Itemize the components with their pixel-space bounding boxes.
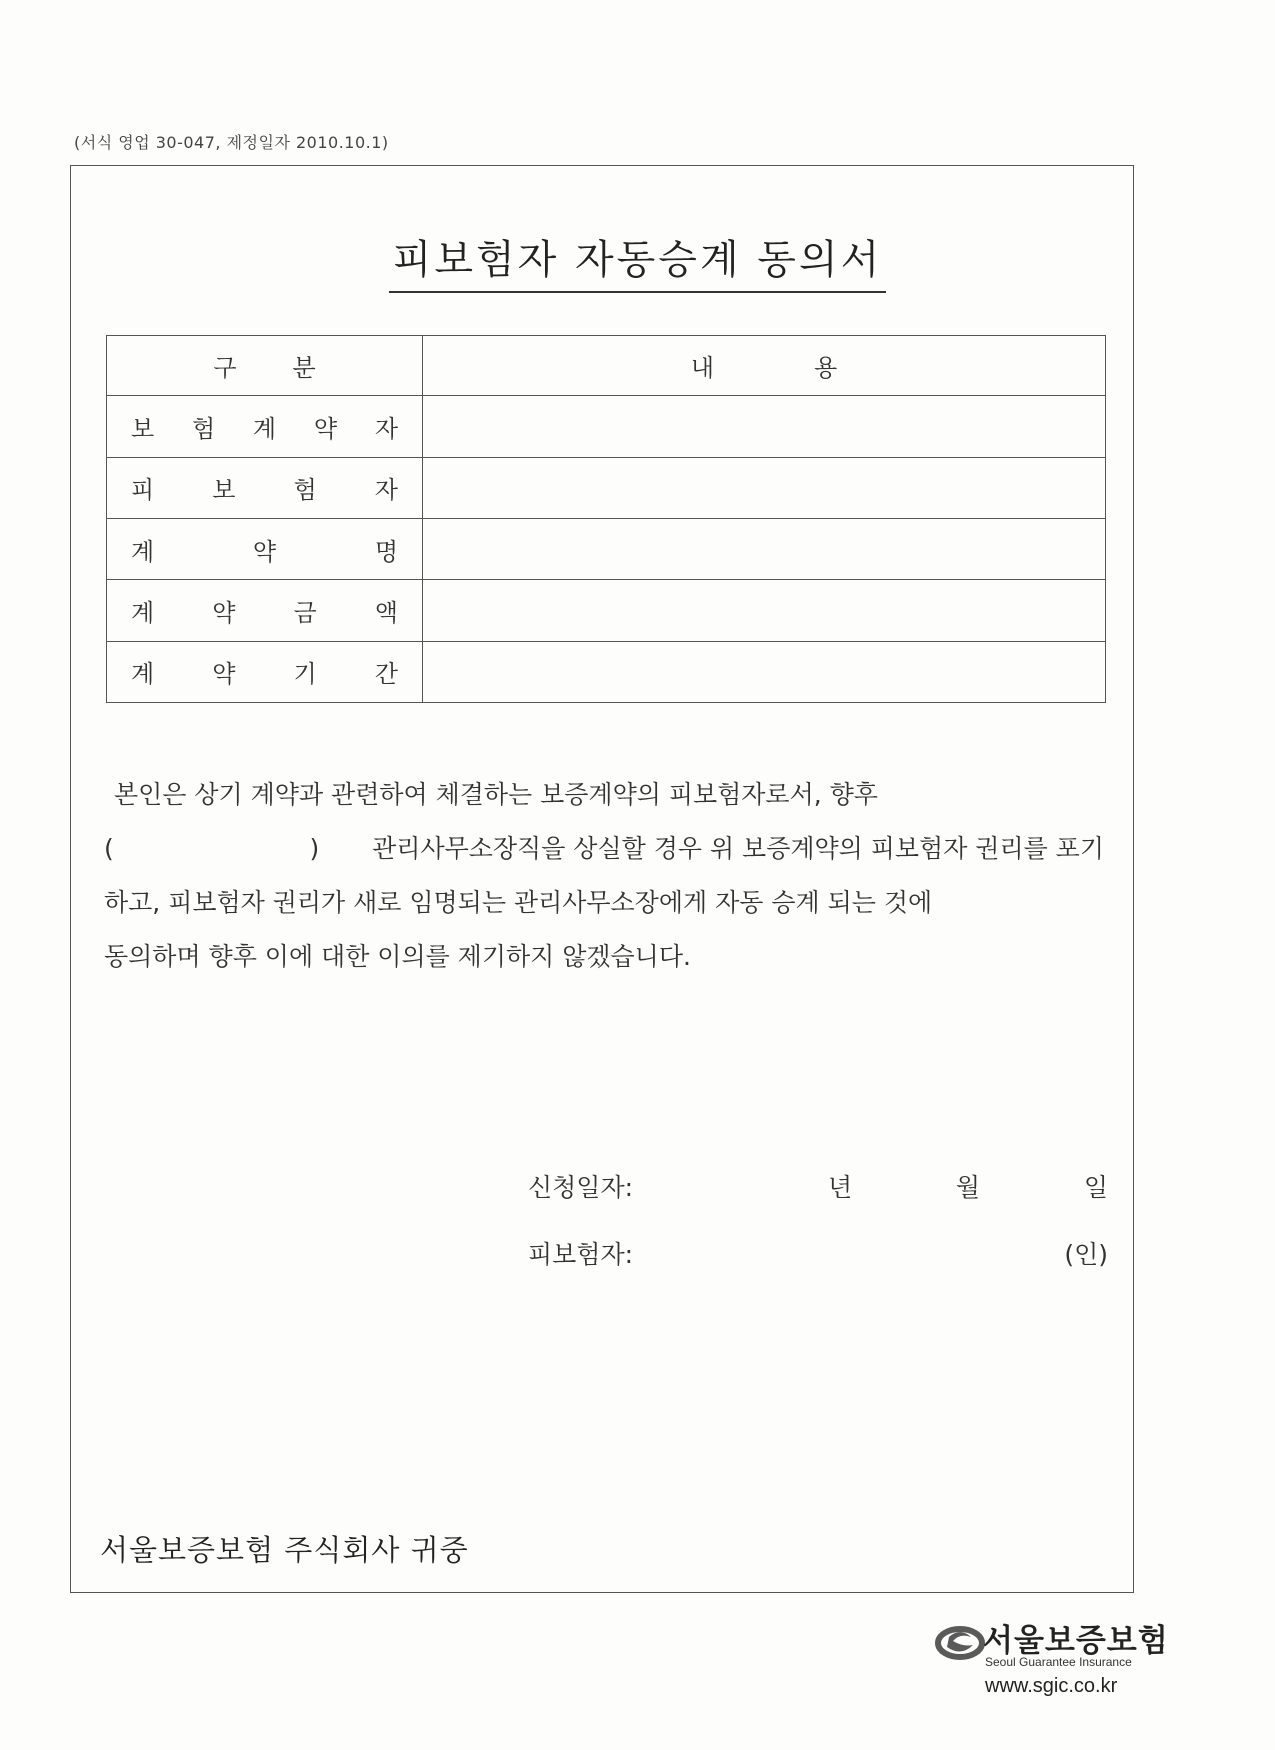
addressee: 서울보증보험 주식회사 귀중: [100, 1533, 469, 1567]
day-label: 일: [1083, 1173, 1108, 1202]
contract-name-value-cell[interactable]: [423, 518, 1106, 579]
consent-line-3: 하고, 피보험자 권리가 새로 임명되는 관리사무소장에게 자동 승계 되는 것에: [104, 888, 933, 917]
document-title-text: 피보험자 자동승계 동의서: [389, 228, 886, 293]
form-code: (서식 영업 30-047, 제정일자 2010.10.1): [74, 133, 389, 152]
header-category: 구 분: [107, 336, 423, 396]
month-label: 월: [955, 1173, 981, 1202]
application-date-label: 신청일자:: [528, 1173, 634, 1202]
row-label-contract-period: 계 약 기 간: [107, 641, 423, 702]
logo-name-korean: 서울보증보험: [983, 1623, 1169, 1659]
table-row-policyholder: [107, 396, 1106, 457]
office-name-blank[interactable]: [167, 822, 257, 876]
row-label-insured: 피 보 험 자: [107, 457, 423, 518]
table-header-row: [107, 336, 1106, 396]
consent-line-2-text: 관리사무소장직을 상실할 경우 위 보증계약의 피보험자 권리를 포기: [372, 834, 1104, 863]
contract-info-table: [106, 335, 1106, 703]
row-label-contract-amount: 계 약 금 액: [107, 580, 423, 641]
document-title: [0, 228, 1275, 293]
row-label-contract-name: 계 약 명: [107, 518, 423, 579]
website-url: www.sgic.co.kr: [985, 1675, 1118, 1697]
table-row-contract-amount: [107, 580, 1106, 641]
application-date-row: [528, 1168, 1108, 1204]
header-content: 내 용: [423, 336, 1106, 396]
contract-period-value-cell[interactable]: [423, 641, 1106, 702]
table-row-contract-period: [107, 641, 1106, 702]
consent-line-4: 동의하며 향후 이에 대한 이의를 제기하지 않겠습니다.: [104, 942, 691, 971]
consent-line-2: [104, 822, 1104, 876]
contract-amount-value-cell[interactable]: [423, 580, 1106, 641]
table-row-contract-name: [107, 518, 1106, 579]
year-label: 년: [828, 1173, 853, 1202]
row-label-policyholder: 보 험 계 약 자: [107, 396, 423, 457]
consent-statement: [104, 768, 1104, 984]
consent-line-1: 본인은 상기 계약과 관련하여 체결하는 보증계약의 피보험자로서, 향후: [114, 780, 878, 809]
insured-signature-label: 피보험자:: [528, 1240, 634, 1269]
table-row-insured: [107, 457, 1106, 518]
seal-mark[interactable]: (인): [1064, 1240, 1108, 1269]
sgi-logo-mark-icon: [935, 1617, 985, 1667]
application-date-fields[interactable]: [778, 1168, 1108, 1204]
logo-name-english: Seoul Guarantee Insurance: [985, 1655, 1132, 1669]
blank-close-paren: ): [309, 834, 320, 863]
blank-open-paren: (: [104, 834, 114, 863]
company-logo: [935, 1615, 1175, 1675]
insured-value-cell[interactable]: [423, 457, 1106, 518]
policyholder-value-cell[interactable]: [423, 396, 1106, 457]
insured-signature-row: [528, 1235, 1108, 1271]
